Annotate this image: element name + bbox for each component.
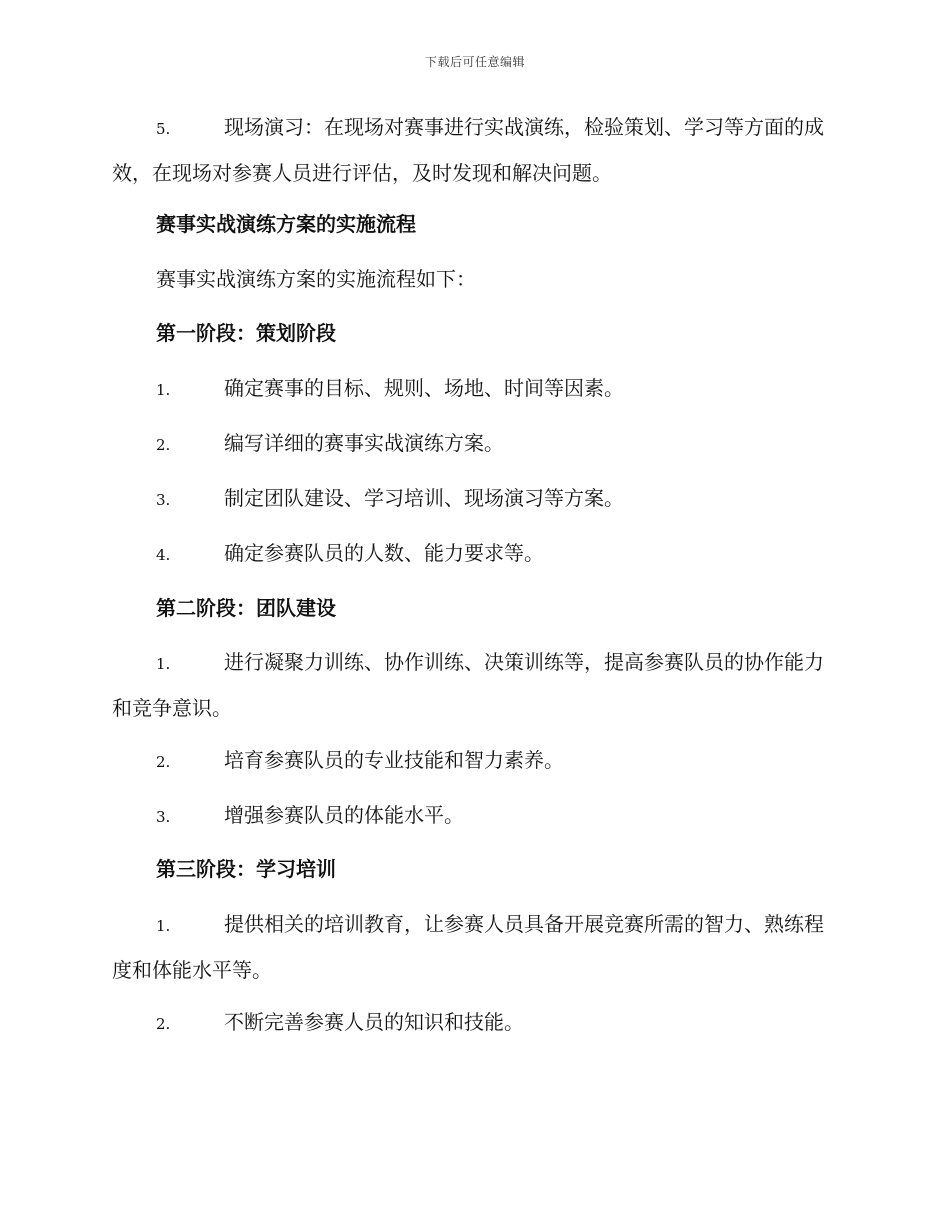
item-text: 增强参赛队员的体能水平。 xyxy=(224,803,464,827)
item-text: 编写详细的赛事实战演练方案。 xyxy=(224,431,504,455)
item-text: 现场演习：在现场对赛事进行实战演练，检验策划、学习等方面的成效，在现场对参赛人员进行评估，及时发现和解决问题。 xyxy=(112,115,824,185)
item-text: 进行凝聚力训练、协作训练、决策训练等，提高参赛队员的协作能力和竞争意识。 xyxy=(112,650,824,720)
list-item xyxy=(112,531,834,577)
item-number: 4. xyxy=(156,546,171,564)
list-item xyxy=(112,640,834,730)
item-number: 1. xyxy=(156,381,171,399)
stage2-title: 第二阶段：团队建设 xyxy=(156,596,336,620)
item-number: 1. xyxy=(156,917,171,935)
section-title: 赛事实战演练方案的实施流程 xyxy=(156,212,416,236)
list-item xyxy=(112,738,834,784)
intro-paragraph: 赛事实战演练方案的实施流程如下： xyxy=(156,267,476,291)
list-item xyxy=(112,105,834,195)
item-text: 确定参赛队员的人数、能力要求等。 xyxy=(224,541,544,565)
list-item xyxy=(112,421,834,467)
item-text: 制定团队建设、学习培训、现场演习等方案。 xyxy=(224,486,624,510)
list-item xyxy=(112,366,834,412)
item-text: 确定赛事的目标、规则、场地、时间等因素。 xyxy=(224,376,624,400)
item-text: 培育参赛队员的专业技能和智力素养。 xyxy=(224,748,564,772)
item-number: 1. xyxy=(156,655,171,673)
list-item xyxy=(112,1000,834,1046)
stage1-title: 第一阶段：策划阶段 xyxy=(156,321,336,345)
item-text: 提供相关的培训教育，让参赛人员具备开展竞赛所需的智力、熟练程度和体能水平等。 xyxy=(112,912,824,982)
item-number: 3. xyxy=(156,491,171,509)
list-item xyxy=(112,902,834,992)
item-text: 不断完善参赛人员的知识和技能。 xyxy=(224,1010,524,1034)
item-number: 5. xyxy=(156,120,171,138)
item-number: 2. xyxy=(156,753,171,771)
item-number: 2. xyxy=(156,1015,171,1033)
item-number: 3. xyxy=(156,808,171,826)
item-number: 2. xyxy=(156,436,171,454)
page-header: 下载后可任意编辑 xyxy=(424,55,525,69)
list-item xyxy=(112,476,834,522)
list-item xyxy=(112,793,834,839)
stage3-title: 第三阶段：学习培训 xyxy=(156,857,336,881)
